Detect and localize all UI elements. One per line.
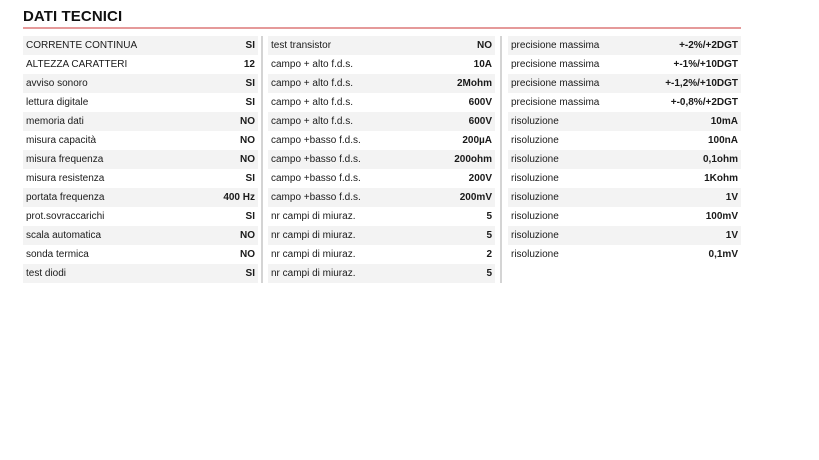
spec-value: 5	[486, 230, 492, 241]
spec-row	[23, 169, 258, 188]
spec-value: 100mV	[705, 211, 738, 222]
spec-value: 0,1mV	[708, 249, 738, 260]
title-divider	[23, 27, 741, 29]
spec-row	[508, 226, 741, 245]
spec-label: misura frequenza	[26, 154, 104, 165]
spec-label: memoria dati	[26, 116, 84, 127]
spec-label: precisione massima	[511, 40, 600, 51]
spec-row	[508, 131, 741, 150]
spec-value: +-1%/+10DGT	[673, 59, 738, 70]
spec-value: SI	[245, 78, 255, 89]
spec-value: NO	[240, 154, 255, 165]
spec-label: risoluzione	[511, 230, 559, 241]
specs-column-2	[268, 36, 495, 283]
spec-value: 0,1ohm	[702, 154, 738, 165]
spec-label: scala automatica	[26, 230, 102, 241]
spec-label: risoluzione	[511, 154, 559, 165]
spec-row	[508, 150, 741, 169]
spec-value: 5	[486, 211, 492, 222]
spec-row	[23, 55, 258, 74]
spec-value: 10A	[473, 59, 492, 70]
spec-label: test diodi	[26, 268, 67, 279]
spec-value: 1Kohm	[704, 173, 738, 184]
spec-value: NO	[240, 135, 255, 146]
spec-label: campo +basso f.d.s.	[271, 135, 361, 146]
spec-label: test transistor	[271, 40, 332, 51]
spec-label: avviso sonoro	[26, 78, 88, 89]
spec-row	[268, 36, 495, 55]
spec-label: risoluzione	[511, 173, 559, 184]
spec-row	[508, 169, 741, 188]
spec-value: SI	[245, 40, 255, 51]
specs-column-1	[23, 36, 258, 283]
spec-row	[268, 188, 495, 207]
spec-value: 10mA	[710, 116, 738, 127]
spec-label: lettura digitale	[26, 97, 89, 108]
spec-label: precisione massima	[511, 59, 600, 70]
spec-value: 1V	[725, 230, 738, 241]
spec-label: risoluzione	[511, 249, 559, 260]
spec-row	[508, 55, 741, 74]
spec-value: 200V	[468, 173, 492, 184]
spec-label: nr campi di miuraz.	[271, 249, 356, 260]
spec-value: 5	[486, 268, 492, 279]
spec-value: NO	[477, 40, 492, 51]
spec-row	[23, 188, 258, 207]
spec-row	[268, 169, 495, 188]
spec-label: CORRENTE CONTINUA	[26, 40, 138, 51]
spec-value: 200µA	[462, 135, 492, 146]
spec-row	[508, 245, 741, 264]
spec-label: precisione massima	[511, 78, 600, 89]
spec-row	[23, 131, 258, 150]
spec-row	[268, 112, 495, 131]
spec-row	[508, 74, 741, 93]
spec-row	[508, 36, 741, 55]
spec-row	[508, 93, 741, 112]
spec-label: campo +basso f.d.s.	[271, 192, 361, 203]
spec-row	[508, 112, 741, 131]
spec-row	[23, 264, 258, 283]
spec-value: 12	[243, 59, 255, 70]
spec-row	[508, 188, 741, 207]
spec-label: nr campi di miuraz.	[271, 211, 356, 222]
spec-row	[23, 207, 258, 226]
spec-row	[23, 36, 258, 55]
spec-label: risoluzione	[511, 192, 559, 203]
spec-value: 600V	[468, 116, 492, 127]
spec-row	[508, 207, 741, 226]
spec-row	[23, 93, 258, 112]
spec-label: sonda termica	[26, 249, 89, 260]
spec-value: 400 Hz	[223, 192, 255, 203]
spec-value: +-2%/+2DGT	[679, 40, 738, 51]
column-separator	[261, 36, 263, 283]
spec-row	[268, 245, 495, 264]
spec-label: campo + alto f.d.s.	[271, 59, 353, 70]
column-separator	[500, 36, 502, 283]
spec-label: nr campi di miuraz.	[271, 268, 356, 279]
spec-value: SI	[245, 211, 255, 222]
spec-label: campo + alto f.d.s.	[271, 97, 353, 108]
spec-row	[268, 150, 495, 169]
spec-value: SI	[245, 268, 255, 279]
spec-value: NO	[240, 116, 255, 127]
spec-value: NO	[240, 230, 255, 241]
spec-value: NO	[240, 249, 255, 260]
spec-row	[23, 226, 258, 245]
spec-value: 1V	[725, 192, 738, 203]
spec-value: SI	[245, 97, 255, 108]
spec-row	[23, 245, 258, 264]
spec-value: 100nA	[707, 135, 738, 146]
spec-label: risoluzione	[511, 135, 559, 146]
spec-label: nr campi di miuraz.	[271, 230, 356, 241]
spec-row	[23, 150, 258, 169]
spec-row	[268, 55, 495, 74]
spec-value: +-1,2%/+10DGT	[665, 78, 738, 89]
spec-value: 200ohm	[454, 154, 492, 165]
spec-label: campo +basso f.d.s.	[271, 154, 361, 165]
spec-row	[268, 207, 495, 226]
spec-value: SI	[245, 173, 255, 184]
spec-row	[23, 74, 258, 93]
spec-value: 600V	[468, 97, 492, 108]
spec-label: precisione massima	[511, 97, 600, 108]
spec-row	[268, 93, 495, 112]
spec-value: 2Mohm	[457, 78, 492, 89]
spec-label: prot.sovraccarichi	[26, 211, 105, 222]
spec-label: risoluzione	[511, 116, 559, 127]
spec-label: campo + alto f.d.s.	[271, 116, 353, 127]
spec-label: risoluzione	[511, 211, 559, 222]
spec-label: portata frequenza	[26, 192, 105, 203]
spec-value: +-0,8%/+2DGT	[670, 97, 738, 108]
spec-label: campo +basso f.d.s.	[271, 173, 361, 184]
spec-label: ALTEZZA CARATTERI	[26, 59, 128, 70]
spec-label: misura resistenza	[26, 173, 105, 184]
spec-row	[268, 226, 495, 245]
spec-row	[268, 264, 495, 283]
section-title: DATI TECNICI	[23, 8, 123, 25]
spec-label: campo + alto f.d.s.	[271, 78, 353, 89]
spec-value: 2	[486, 249, 492, 260]
specs-column-3	[508, 36, 741, 264]
spec-value: 200mV	[459, 192, 492, 203]
spec-row	[268, 74, 495, 93]
spec-label: misura capacità	[26, 135, 97, 146]
spec-row	[268, 131, 495, 150]
spec-row	[23, 112, 258, 131]
